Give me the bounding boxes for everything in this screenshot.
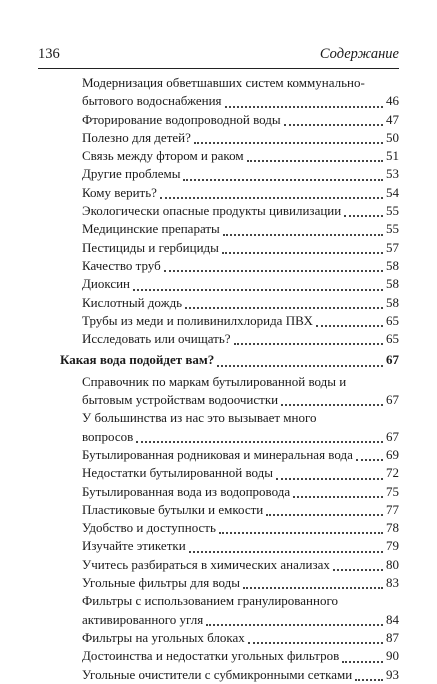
toc-entry-text: Фильтры с использованием гранулированного [82,593,338,609]
toc-entry-text: Модернизация обветшавших систем коммунально- [82,75,365,90]
toc-page-number: 90 [386,648,399,664]
toc-entry[interactable] [60,483,399,501]
dot-leader [316,324,383,327]
dot-leader [183,178,383,181]
dot-leader [281,403,383,406]
dot-leader [219,531,383,534]
toc-entry-text: Бутылированная вода из водопровода [82,483,291,499]
dot-leader [248,641,383,644]
dot-leader [293,495,383,498]
toc-entry-text: бытового водоснабжения [82,93,222,109]
dot-leader [189,550,383,553]
toc-page-number: 50 [386,129,399,145]
toc-page-number: 47 [386,111,399,127]
toc-entry[interactable] [60,446,399,464]
dot-leader [333,568,383,571]
toc-page-number: 80 [386,556,399,572]
toc-entry[interactable] [60,111,399,129]
toc-entry[interactable] [60,239,399,257]
toc-entry[interactable] [60,294,399,312]
toc-entry[interactable] [60,184,399,202]
toc-entry-text: Кислотный дождь [82,294,183,310]
toc-page-number: 78 [386,520,399,536]
toc-page-number: 77 [386,501,399,517]
toc-entry-text: вопросов [82,428,134,444]
toc-page-number: 93 [386,666,399,682]
header-rule [38,68,399,69]
toc-page-number: 53 [386,166,399,182]
toc-page-number: 67 [386,352,399,368]
dot-leader [136,440,383,443]
toc-entry-text: Полезно для детей? [82,129,191,145]
toc-page-number: 83 [386,575,399,591]
toc-entry-text: Какая вода подойдет вам? [60,352,215,368]
dot-leader [217,364,383,367]
toc-page-number: 65 [386,312,399,328]
toc-page-number: 55 [386,203,399,219]
toc-entry[interactable] [60,519,399,537]
toc-entry-text: Экологически опасные продукты цивилизации [82,203,342,219]
toc-entry-text: Недостатки бутылированной воды [82,465,274,481]
toc-page-number: 67 [386,428,399,444]
toc-entry[interactable] [60,574,399,592]
toc-page-number: 58 [386,257,399,273]
toc-page-number: 65 [386,331,399,347]
toc-page-number: 51 [386,148,399,164]
dot-leader [356,458,383,461]
toc-entry-text: Удобство и доступность [82,520,216,536]
dot-leader [223,233,383,236]
toc-page-number: 87 [386,629,399,645]
table-of-contents [60,74,399,684]
toc-entry-text: активированного угля [82,611,204,627]
toc-page-number: 67 [386,392,399,408]
toc-entry[interactable] [60,501,399,519]
toc-entry[interactable] [60,257,399,275]
toc-entry[interactable] [60,464,399,482]
dot-leader [342,660,383,663]
toc-page-number: 79 [386,538,399,554]
dot-leader [344,214,383,217]
dot-leader [185,306,383,309]
toc-entry[interactable] [60,428,399,446]
toc-page-number: 72 [386,465,399,481]
toc-page-number: 57 [386,239,399,255]
dot-leader [243,586,383,589]
toc-entry-text: Справочник по маркам бутылированной воды и [82,373,347,389]
toc-entry-text: Трубы из меди и поливинилхлорида ПВХ [82,312,313,328]
toc-entry[interactable] [60,92,399,110]
toc-entry-line [60,74,399,92]
toc-page-number: 58 [386,276,399,292]
toc-entry-text: Качество труб [82,257,161,273]
toc-entry-text: Достоинства и недостатки угольных фильтров [82,648,340,664]
toc-entry-text: бытовым устройствам водоочистки [82,392,279,408]
toc-entry[interactable] [60,202,399,220]
toc-entry-text: Фторирование водопроводной воды [82,111,281,127]
toc-entry[interactable] [60,165,399,183]
toc-entry-text: Бутылированная родниковая и минеральная вода [82,446,353,462]
dot-leader [284,123,383,126]
dot-leader [234,342,383,345]
toc-entry[interactable] [60,629,399,647]
page-number: 136 [38,46,60,62]
dot-leader [355,678,383,681]
toc-entry-text: Учитесь разбираться в химических анализах [82,556,330,572]
toc-entry[interactable] [60,147,399,165]
dot-leader [225,105,383,108]
toc-page-number: 69 [386,446,399,462]
toc-entry[interactable] [60,330,399,348]
dot-leader [133,288,383,291]
dot-leader [247,159,383,162]
toc-entry-text: Угольные очистители с субмикронными сетками [82,666,353,682]
toc-page-number: 54 [386,184,399,200]
dot-leader [194,141,383,144]
toc-page-number: 55 [386,221,399,237]
toc-entry[interactable] [60,611,399,629]
toc-entry-text: Пестициды и гербициды [82,239,219,255]
toc-page-number: 46 [386,93,399,109]
toc-entry[interactable] [60,391,399,409]
toc-entry[interactable] [60,556,399,574]
toc-entry-text: Фильтры на угольных блоках [82,629,245,645]
toc-entry[interactable] [60,312,399,330]
toc-entry-text: Кому верить? [82,184,157,200]
toc-entry[interactable] [60,129,399,147]
toc-entry-line [60,373,399,391]
running-title: Содержание [319,46,399,62]
toc-page-number: 75 [386,483,399,499]
dot-leader [164,269,383,272]
dot-leader [276,477,383,480]
toc-entry-text: У большинства из нас это вызывает много [82,410,317,426]
toc-entry-text: Изучайте этикетки [82,538,186,554]
toc-section-entry[interactable] [60,351,399,369]
toc-entry-text: Пластиковые бутылки и емкости [82,501,264,517]
toc-entry-text: Медицинские препараты [82,221,220,237]
toc-entry-text: Связь между фтором и раком [82,148,244,164]
toc-page-number: 58 [386,294,399,310]
toc-entry-line [60,409,399,427]
running-header [38,46,399,63]
dot-leader [266,513,383,516]
toc-entry[interactable] [60,666,399,684]
toc-entry[interactable] [60,220,399,238]
toc-page-number: 84 [386,611,399,627]
toc-entry-text: Исследовать или очищать? [82,331,231,347]
toc-entry[interactable] [60,647,399,665]
dot-leader [222,251,383,254]
dot-leader [160,196,383,199]
toc-entry-line [60,592,399,610]
dot-leader [206,623,383,626]
toc-entry-text: Угольные фильтры для воды [82,575,241,591]
toc-entry-text: Диоксин [82,276,131,292]
toc-entry[interactable] [60,537,399,555]
toc-entry-text: Другие проблемы [82,166,181,182]
toc-entry[interactable] [60,275,399,293]
